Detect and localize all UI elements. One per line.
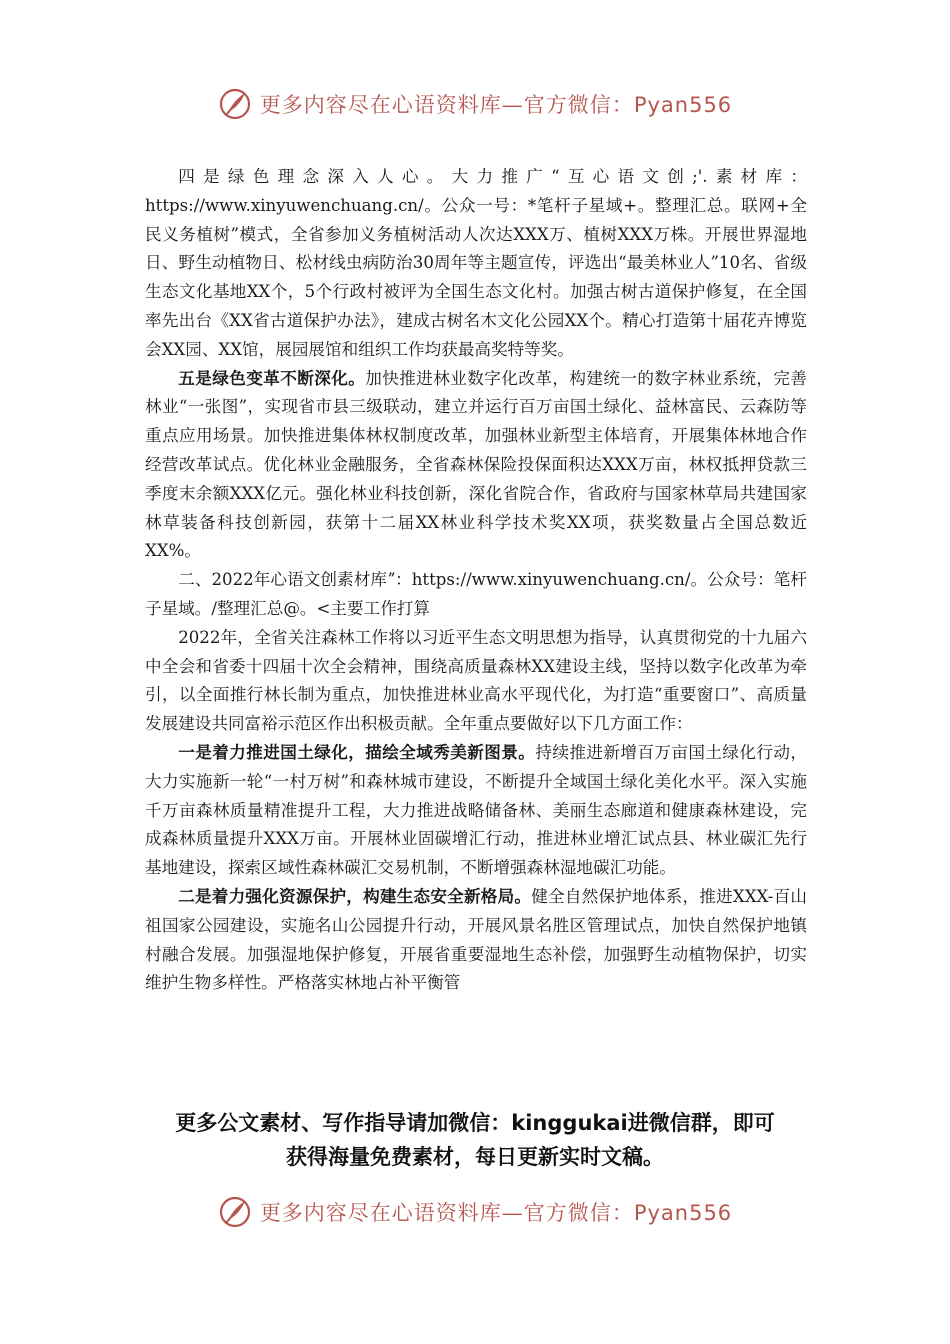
header-banner-text: 更多内容尽在心语资料库—官方微信：Pyan556: [259, 93, 733, 117]
feather-pen-logo-icon: [218, 87, 252, 121]
footer-wechat-id: Pyan556: [633, 1201, 733, 1225]
paragraph: 四是绿色理念深入人心。大力推广“互心语文创;'.素材库：https://www.xinyuwenchuang.cn/。公众一号：*笔杆子星域+。整理汇总。联网+全民义务植树”模式，全省参加义务植树活动人次达XXX万、植树XXX万株。开展世界湿地日、野生动植物日、松材线虫病防治30周年等主题宣传，评选出“最美林业人”10名、省级生态文化基地XX个，5个行政村被评为全国生态文化村。加强古树古道保护修复，在全国率先出台《XX省古道保护办法》，建成古树名木文化公园XX个。精心打造第十届花卉博览会XX园、XX馆，展园展馆和组织工作均获最高奖特等奖。: [145, 167, 807, 359]
promo-line-2: 获得海量免费素材，每日更新实时文稿。: [286, 1145, 664, 1169]
paragraph: 一是着力推进国土绿化，描绘全域秀美新图景。持续推进新增百万亩国土绿化行动，大力实施新一轮“一村万树”和森林城市建设，不断提升全域国土绿化美化水平。深入实施千万亩森林质量精准提升工程，大力推进战略储备林、美丽生态廊道和健康森林建设，完成森林质量提升XXX万亩。开展林业固碳增汇行动，推进林业增汇试点县、林业碳汇先行基地建设，探索区域性森林碳汇交易机制，不断增强森林湿地碳汇功能。: [145, 742, 808, 878]
section-heading: 二、2022年心语文创素材库ˮ：https://www.xinyuwenchuang.cn/。公众号：笔杆子星域。/整理汇总@。<主要工作打算: [145, 570, 807, 618]
paragraph: 2022年，全省关注森林工作将以习近平生态文明思想为指导，认真贯彻党的十九届六中全会和省委十四届十次全会精神，围绕高质量森林XX建设主线，坚持以数字化改革为牵引，以全面推行林长制为重点，加快推进林业高水平现代化，为打造“重要窗口”、高质量发展建设共同富裕示范区作出积极贡献。全年重点要做好以下几方面工作：: [145, 627, 807, 734]
header-banner: [0, 82, 950, 126]
header-wechat-id: Pyan556: [633, 93, 733, 117]
footer-banner: [0, 1190, 950, 1234]
document-body: [145, 163, 807, 998]
footer-banner-text: 更多内容尽在心语资料库—官方微信：Pyan556: [259, 1201, 733, 1225]
promo-line-1: 更多公文素材、写作指导请加微信：kinggukai进微信群，即可: [175, 1111, 775, 1135]
paragraph: 二是着力强化资源保护，构建生态安全新格局。健全自然保护地体系，推进XXX-百山祖国家公园建设，实施名山公园提升行动，开展风景名胜区管理试点，加快自然保护地镇村融合发展。加强湿地保护修复，开展省重要湿地生态补偿，加强野生动植物保护，切实维护生物多样性。严格落实林地占补平衡管: [145, 886, 807, 993]
promo-notice: [100, 1106, 850, 1174]
feather-pen-logo-icon: [218, 1195, 252, 1229]
paragraph: 五是绿色变革不断深化。加快推进林业数字化改革，构建统一的数字林业系统，完善林业“一张图”，实现省市县三级联动，建立并运行百万亩国土绿化、益林富民、云森防等重点应用场景。加快推进集体林权制度改革，加强林业新型主体培育，开展集体林地合作经营改革试点。优化林业金融服务，全省森林保险投保面积达XXX万亩，林权抵押贷款三季度末余额XXX亿元。强化林业科技创新，深化省院合作，省政府与国家林草局共建国家林草装备科技创新园，获第十二届XX林业科学技术奖XX项，获奖数量占全国总数近XX%。: [145, 368, 808, 561]
